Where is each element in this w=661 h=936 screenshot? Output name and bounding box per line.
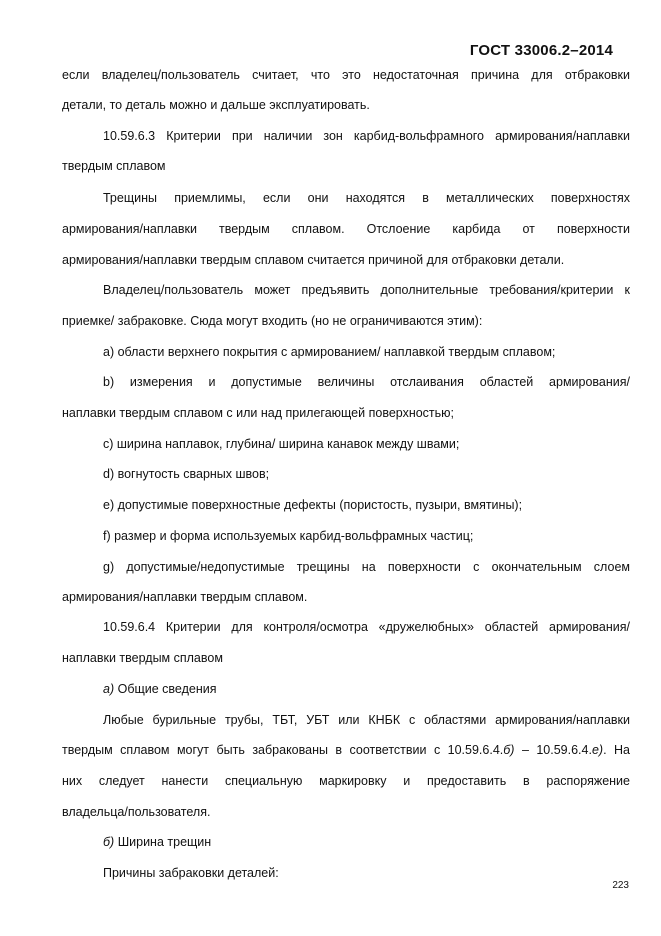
page-number: 223 — [612, 880, 629, 891]
text-line: армирования/наплавки твердым сплавом считается причиной для отбраковки детали. — [62, 253, 565, 267]
list-item: d) вогнутость сварных швов; — [103, 467, 270, 481]
subsection-heading — [103, 682, 630, 697]
subsection-title: Ширина трещин — [117, 835, 212, 849]
list-item: f) размер и форма используемых карбид-вольфрамных частиц; — [103, 529, 474, 543]
item-marker: а) — [103, 682, 115, 696]
text-line: владельца/пользователя. — [62, 805, 211, 819]
text-line — [62, 743, 630, 758]
text-line: них следует нанести специальную маркировку и предоставить в распоряжение — [62, 774, 630, 788]
text-fragment: твердым сплавом могут быть забракованы в соответствии с 10.59.6.4. — [62, 743, 504, 757]
list-item-continued: наплавки твердым сплавом с или над прилегающей поверхностью; — [62, 406, 455, 420]
text-line: Трещины приемлимы, если они находятся в металлических поверхностях — [103, 191, 630, 205]
text-line: если владелец/пользователь считает, что это недостаточная причина для отбраковки — [62, 68, 630, 82]
text-line: Причины забраковки деталей: — [103, 866, 279, 880]
list-item-continued: армирования/наплавки твердым сплавом. — [62, 590, 308, 604]
item-reference: е) — [591, 743, 604, 757]
section-heading: 10.59.6.4 Критерии для контроля/осмотра «дружелюбных» областей армирования/ — [103, 620, 630, 634]
list-item: c) ширина наплавок, глубина/ ширина канавок между швами; — [103, 437, 460, 451]
text-line: приемке/ забраковке. Сюда могут входить (но не ограничиваются этим): — [62, 314, 483, 328]
text-line: детали, то деталь можно и дальше эксплуатировать. — [62, 98, 370, 112]
item-reference: б) — [503, 743, 515, 757]
item-marker: б) — [103, 835, 115, 849]
text-line: Любые бурильные трубы, ТБТ, УБТ или КНБК с областями армирования/наплавки — [103, 713, 630, 727]
section-heading-continued: наплавки твердым сплавом — [62, 651, 223, 665]
list-item: g) допустимые/недопустимые трещины на поверхности с окончательным слоем — [103, 560, 630, 574]
list-item: а) области верхнего покрытия с армированием/ наплавкой твердым сплавом; — [103, 345, 556, 359]
section-heading: 10.59.6.3 Критерии при наличии зон карбид-вольфрамного армирования/наплавки — [103, 129, 630, 143]
text-fragment: . На — [603, 743, 630, 757]
text-line: Владелец/пользователь может предъявить дополнительные требования/критерии к — [103, 283, 630, 297]
section-heading-continued: твердым сплавом — [62, 159, 166, 173]
subsection-title: Общие сведения — [117, 682, 217, 696]
list-item: b) измерения и допустимые величины отслаивания областей армирования/ — [103, 375, 630, 389]
subsection-heading — [103, 835, 630, 850]
text-fragment: – 10.59.6.4. — [521, 743, 592, 757]
text-line: армирования/наплавки твердым сплавом. Отслоение карбида от поверхности — [62, 222, 630, 236]
document-header: ГОСТ 33006.2–2014 — [469, 42, 613, 59]
list-item: e) допустимые поверхностные дефекты (пористость, пузыри, вмятины); — [103, 498, 523, 512]
